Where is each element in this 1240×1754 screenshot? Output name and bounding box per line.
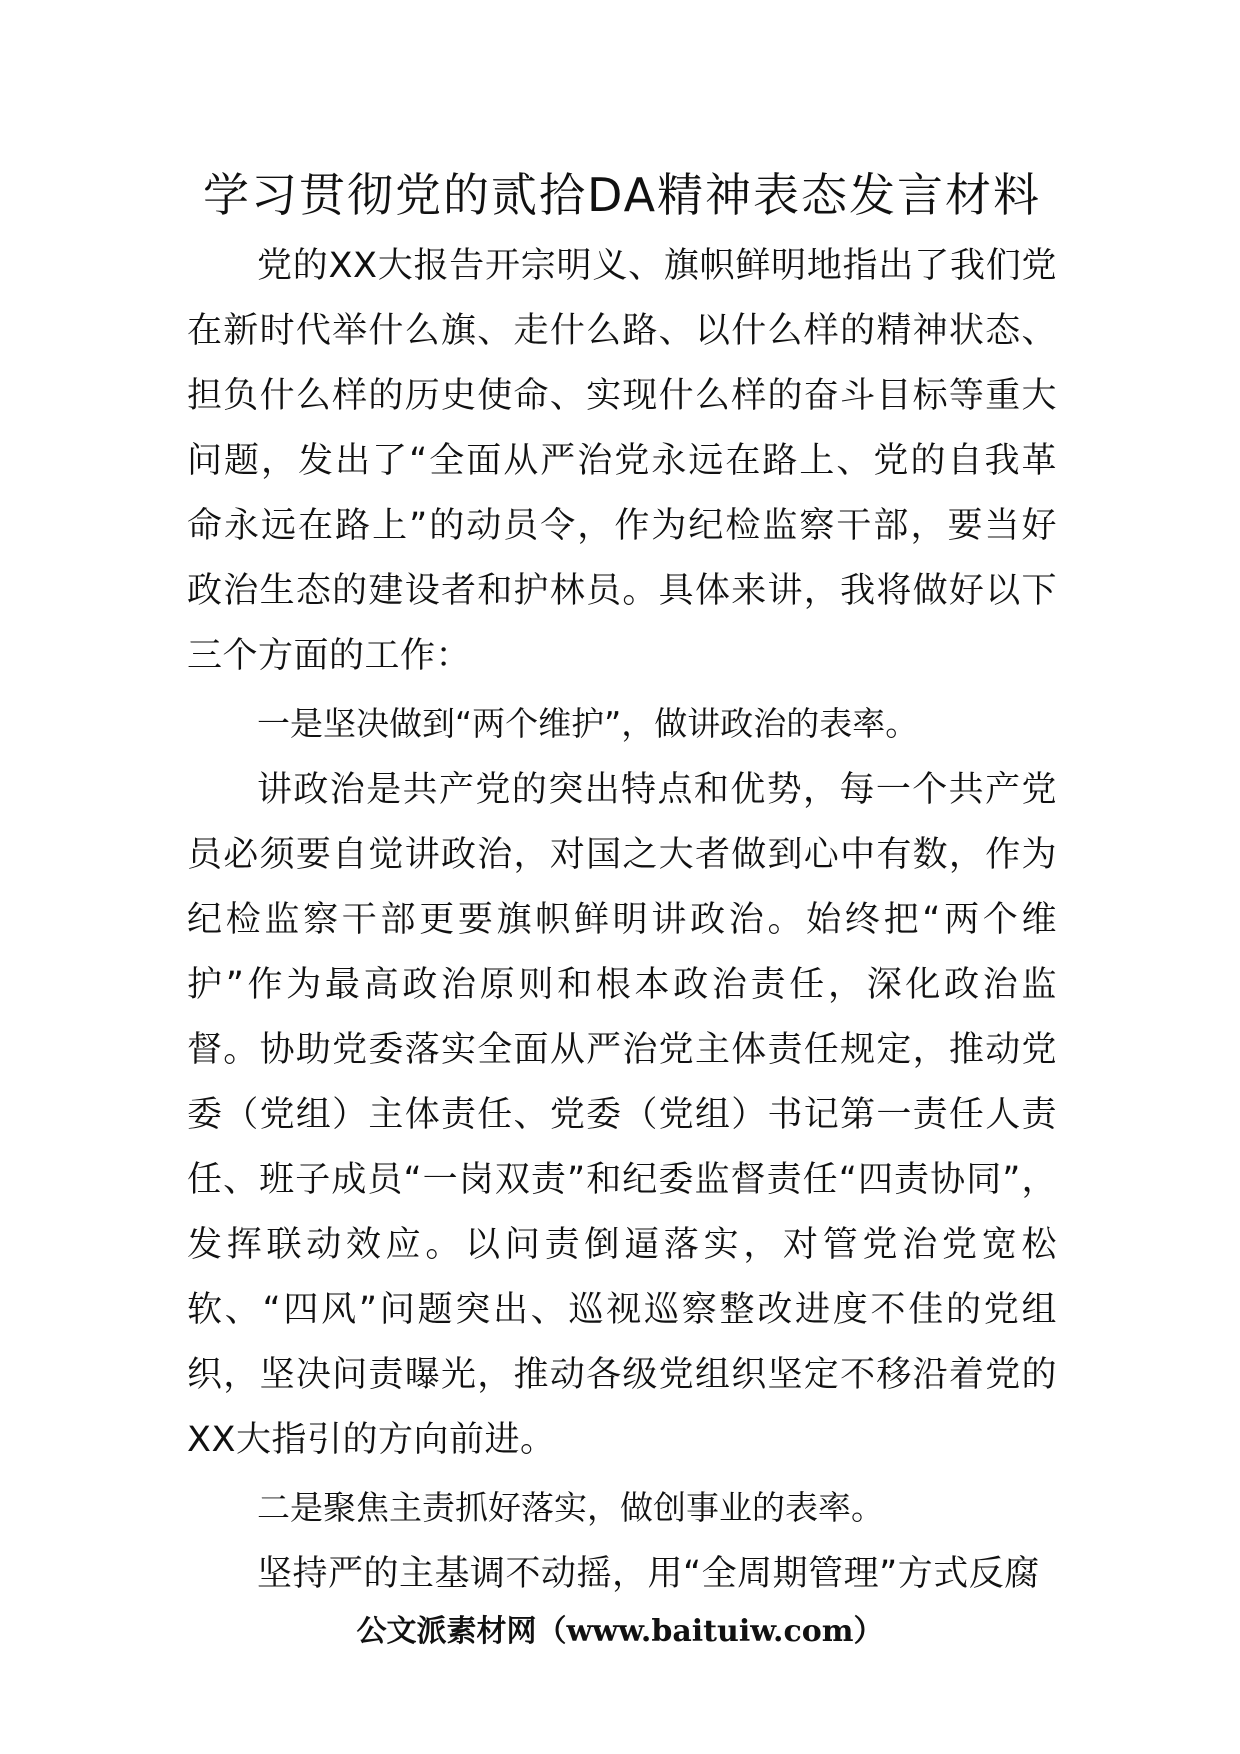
- intro-paragraph: 党的XX大报告开宗明义、旗帜鲜明地指出了我们党在新时代举什么旗、走什么路、以什么样的精神状态、担负什么样的历史使命、实现什么样的奋斗目标等重大问题，发出了“全面从严治党永远在路上、党的自我革命永远在路上”的动员令，作为纪检监察干部，要当好政治生态的建设者和护林员。具体来讲，我将做好以下三个方面的工作：: [187, 246, 1057, 676]
- section-heading-one: 一是坚决做到“两个维护”，做讲政治的表率。: [257, 704, 919, 743]
- section-heading-two: 二是聚焦主责抓好落实，做创事业的表率。: [257, 1488, 884, 1527]
- section-one-paragraph: 讲政治是共产党的突出特点和优势，每一个共产党员必须要自觉讲政治，对国之大者做到心中有数，作为纪检监察干部更要旗帜鲜明讲政治。始终把“两个维护”作为最高政治原则和根本政治责任，深化政治监督。协助党委落实全面从严治党主体责任规定，推动党委（党组）主体责任、党委（党组）书记第一责任人责任、班子成员“一岗双责”和纪委监督责任“四责协同”，发挥联动效应。以问责倒逼落实，对管党治党宽松软、“四风”问题突出、巡视巡察整改进度不佳的党组织，坚决问责曝光，推动各级党组织坚定不移沿着党的XX大指引的方向前进。: [187, 770, 1057, 1460]
- section-two-paragraph: 坚持严的主基调不动摇，用“全周期管理”方式反腐: [257, 1554, 1040, 1594]
- document-title: 学习贯彻党的贰拾DA精神表态发言材料: [202, 168, 1042, 222]
- page-footer-watermark: 公文派素材网（www.baituiw.com）: [356, 1614, 884, 1649]
- document-body: [187, 166, 1057, 1607]
